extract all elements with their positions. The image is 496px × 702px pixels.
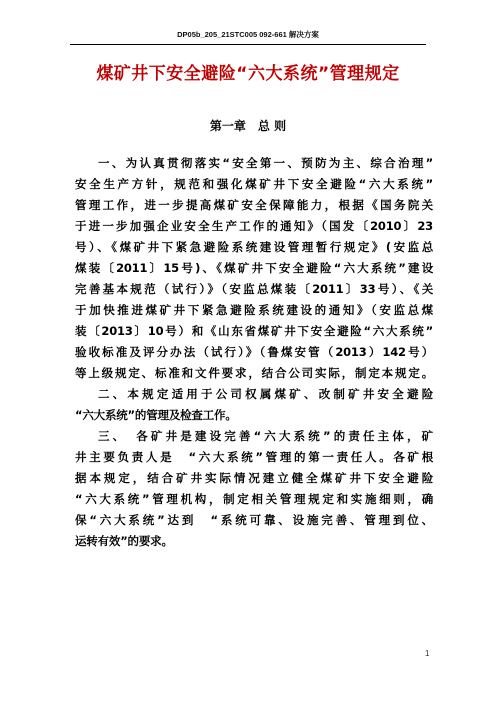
paragraph-line: 号）、《煤矿井下紧急避险系统建设管理暂行规定》(安监总 [75,240,433,254]
paragraph-line: 二、本规定适用于公司权属煤矿、改制矿井安全避险 [98,387,433,401]
paragraph-line: 管理工作，进一步提高煤矿安全保障能力，根据《国务院关 [75,198,433,212]
paragraph-line: 一、为认真贯彻落实“安全第一、预防为主、综合治理” [98,156,433,170]
page-number: 1 [425,649,430,658]
paragraph-line: 安全生产方针，规范和强化煤矿井下安全避险“六大系统” [75,177,433,191]
chapter-heading: 第一章 总 则 [209,119,287,133]
paragraph-line: 三、 各矿井是建设完善“六大系统”的责任主体，矿 [98,429,433,443]
paragraph-line: 保“六大系统”达到 “系统可靠、设施完善、管理到位、 [75,513,433,527]
paragraph-line: 据本规定，结合矿井实际情况建立健全煤矿井下安全避险 [75,471,433,485]
paragraph-line: 等上级规定、标准和文件要求，结合公司实际，制定本规定。 [75,366,433,380]
header-divider [70,44,426,45]
paragraph-line: “六大系统”的管理及检查工作。 [75,408,237,422]
paragraph-line: 井主要负责人是 “六大系统”管理的第一责任人。各矿根 [75,450,433,464]
paragraph-line: 煤装〔2011〕15号)、《煤矿井下安全避险“六大系统”建设 [75,261,433,275]
paragraph-line: 装〔2013〕10号）和《山东省煤矿井下安全避险“六大系统” [75,324,433,338]
paragraph-line: 完善基本规范（试行）》（安监总煤装〔2011〕33号）、《关 [75,282,433,296]
paragraph-line: 验收标准及评分办法（试行）》（鲁煤安管（2013）142号） [75,345,433,359]
paragraph-line: “六大系统”管理机构，制定相关管理规定和实施细则，确 [75,492,433,506]
paragraph-line: 运转有效”的要求。 [75,534,173,548]
paragraph-line: 于进一步加强企业安全生产工作的通知》（国发〔2010〕23 [75,219,433,233]
document-body [75,153,433,552]
paragraph-line: 于加快推进煤矿井下紧急避险系统建设的通知》（安监总煤 [75,303,433,317]
document-title: 煤矿井下安全避险“六大系统”管理规定 [96,64,400,84]
page-header: DP05b_205_21STC005 092-661 解决方案 [177,30,319,39]
